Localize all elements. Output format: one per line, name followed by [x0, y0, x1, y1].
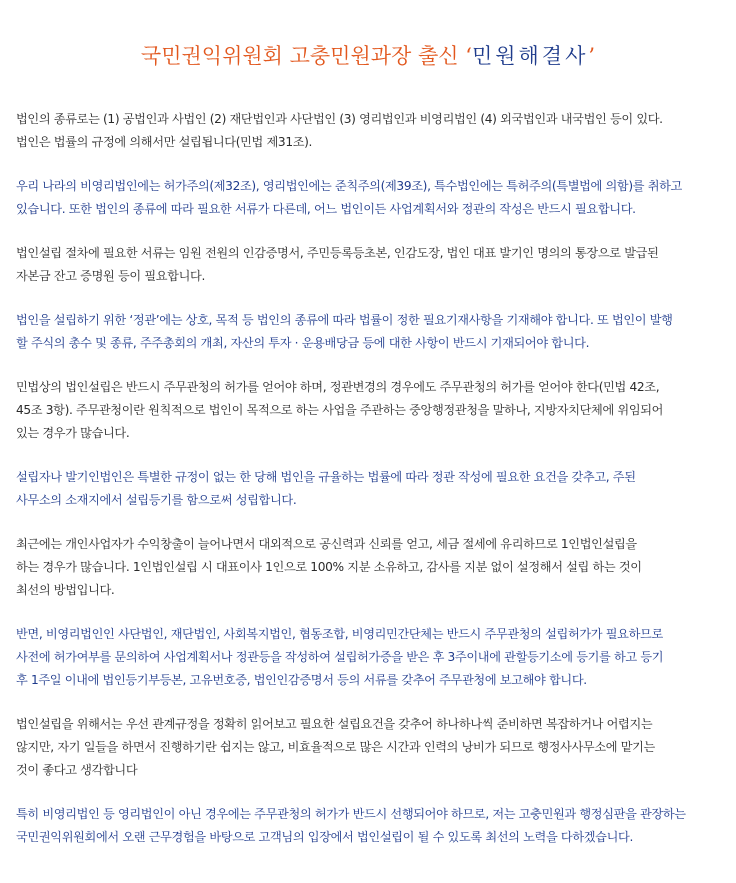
title-close-quote: ’	[588, 44, 596, 68]
paragraph-non-profit	[16, 623, 728, 692]
paragraph-line: 최선의 방법입니다.	[16, 583, 115, 597]
paragraph-line: 후 1주일 이내에 법인등기부등본, 고유번호증, 법인인감증명서 등의 서류를 갖추어 주무관청에 보고해야 합니다.	[16, 673, 587, 687]
paragraph-line: 국민권익위원회에서 오랜 근무경험을 바탕으로 고객님의 입장에서 법인설립이 될 수 있도록 최선의 노력을 다하겠습니다.	[16, 830, 633, 844]
paragraph-registration	[16, 466, 728, 512]
paragraph-line: 사무소의 소재지에서 설립등기를 함으로써 성립합니다.	[16, 493, 297, 507]
paragraph-line: 않지만, 자기 일들을 하면서 진행하기란 쉽지는 않고, 비효율적으로 많은 시간과 인력의 낭비가 되므로 행정사사무소에 맡기는	[16, 740, 655, 754]
paragraph-required-documents	[16, 242, 728, 288]
paragraph-civil-law-permit	[16, 376, 728, 445]
paragraph-closing-statement	[16, 803, 728, 849]
paragraph-line: 반면, 비영리법인인 사단법인, 재단법인, 사회복지법인, 협동조합, 비영리민간단체는 반드시 주무관청의 설립허가가 필요하므로	[16, 627, 663, 641]
paragraph-articles-of-incorporation	[16, 309, 728, 355]
paragraph-line: 45조 3항). 주무관청이란 원칙적으로 법인이 목적으로 하는 사업을 주관하는 중앙행정관청을 말하나, 지방자치단체에 위임되어	[16, 403, 664, 417]
paragraph-line: 법인설립 절차에 필요한 서류는 임원 전원의 인감증명서, 주민등록등초본, 인감도장, 법인 대표 발기인 명의의 통장으로 발급된	[16, 246, 659, 260]
paragraph-line: 우리 나라의 비영리법인에는 허가주의(제32조), 영리법인에는 준칙주의(제39조), 특수법인에는 특허주의(특별법에 의함)를 취하고	[16, 179, 682, 193]
paragraph-line: 할 주식의 총수 및 종류, 주주총회의 개최, 자산의 투자 · 운용배당금 등에 대한 사항이 반드시 기재되어야 합니다.	[16, 336, 590, 350]
paragraph-line: 최근에는 개인사업자가 수익창출이 늘어나면서 대외적으로 공신력과 신뢰를 얻고, 세금 절세에 유리하므로 1인법인설립을	[16, 537, 637, 551]
title-main: 국민권익위원회 고충민원과장 출신	[140, 44, 459, 68]
paragraph-permit-principles	[16, 175, 728, 221]
paragraph-agency-recommendation	[16, 713, 728, 782]
page-title	[0, 40, 736, 70]
paragraph-line: 법인의 종류로는 (1) 공법인과 사법인 (2) 재단법인과 사단법인 (3) 영리법인과 비영리법인 (4) 외국법인과 내국법인 등이 있다.	[16, 112, 663, 126]
title-open-quote: ‘	[465, 44, 472, 68]
paragraph-line: 법인을 설립하기 위한 ‘정관’에는 상호, 목적 등 법인의 종류에 따라 법률이 정한 필요기재사항을 기재해야 합니다. 또 법인이 발행	[16, 313, 673, 327]
paragraph-line: 특히 비영리법인 등 영리법인이 아닌 경우에는 주무관청의 허가가 반드시 선행되어야 하므로, 저는 고충민원과 행정심판을 관장하는	[16, 807, 686, 821]
paragraph-line: 하는 경우가 많습니다. 1인법인설립 시 대표이사 1인으로 100% 지분 소유하고, 감사를 지분 없이 설정해서 설립 하는 것이	[16, 560, 642, 574]
paragraph-line: 자본금 잔고 증명원 등이 필요합니다.	[16, 269, 205, 283]
paragraph-one-person-corporation	[16, 533, 728, 602]
paragraph-line: 있는 경우가 많습니다.	[16, 426, 130, 440]
paragraph-line: 설립자나 발기인법인은 특별한 규정이 없는 한 당해 법인을 규율하는 법률에 따라 정관 작성에 필요한 요건을 갖추고, 주된	[16, 470, 636, 484]
article-body	[16, 108, 728, 870]
title-brand: 민원해결사	[471, 44, 589, 68]
paragraph-line: 법인설립을 위해서는 우선 관계규정을 정확히 읽어보고 필요한 설립요건을 갖추어 하나하나씩 준비하면 복잡하거나 어렵지는	[16, 717, 653, 731]
paragraph-legal-person-types	[16, 108, 728, 154]
paragraph-line: 법인은 법률의 규정에 의해서만 설립됩니다(민법 제31조).	[16, 135, 313, 149]
paragraph-line: 것이 좋다고 생각합니다	[16, 763, 138, 777]
paragraph-line: 사전에 허가여부를 문의하여 사업계획서나 정관등을 작성하여 설립허가증을 받은 후 3주이내에 관할등기소에 등기를 하고 등기	[16, 650, 664, 664]
paragraph-line: 민법상의 법인설립은 반드시 주무관청의 허가를 얻어야 하며, 정관변경의 경우에도 주무관청의 허가를 얻어야 한다(민법 42조,	[16, 380, 660, 394]
paragraph-line: 있습니다. 또한 법인의 종류에 따라 필요한 서류가 다른데, 어느 법인이든 사업계획서와 정관의 작성은 반드시 필요합니다.	[16, 202, 636, 216]
